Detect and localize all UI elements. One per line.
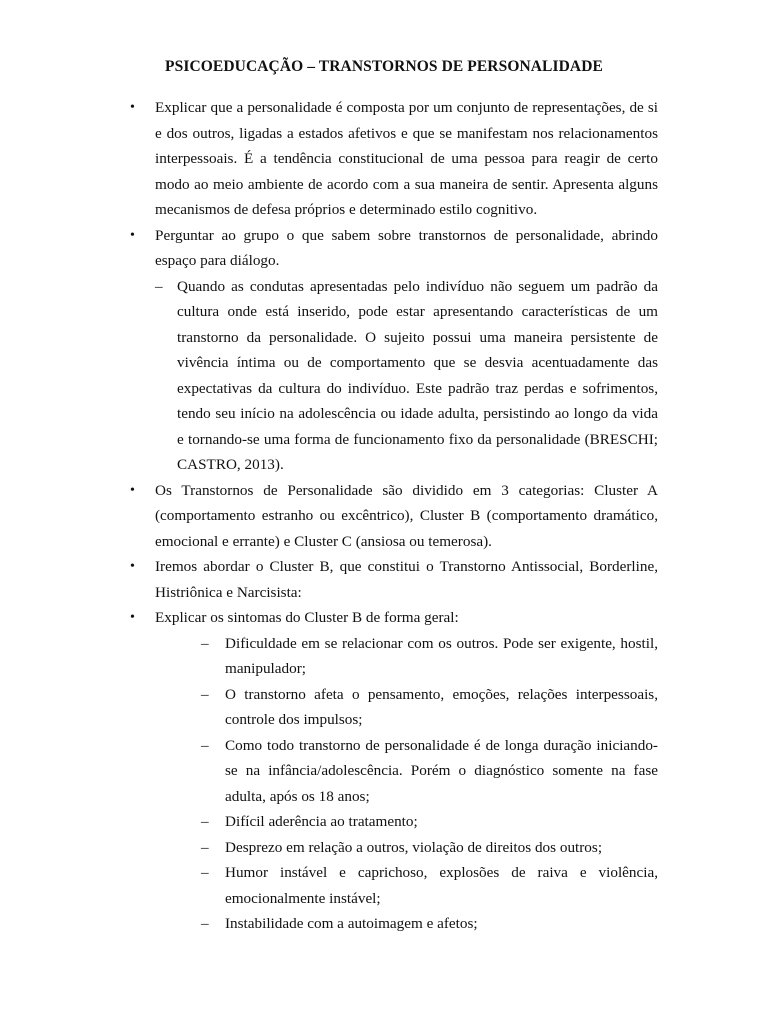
sub-item [201,911,658,937]
bullet-icon: • [130,559,135,574]
document-body [0,95,768,937]
document-title: PSICOEDUCAÇÃO – TRANSTORNOS DE PERSONALIDADE [165,58,603,75]
bullet-text: Explicar que a personalidade é composta por um conjunto de representações, de si e dos outros, ligadas a estados afetivos e que se manifestam nos relacionamentos interpessoais. É a tendência constitucional de uma pessoa para reagir de certo modo ao meio ambiente de acordo com a sua maneira de sentir. Apresenta alguns mecanismos de defesa próprios e determinado estilo cognitivo. [155,99,658,218]
sub-item-text: Dificuldade em se relacionar com os outros. Pode ser exigente, hostil, manipulador; [225,634,658,677]
sub-item-text: Humor instável e caprichoso, explosões de raiva e violência, emocionalmente instável; [225,864,658,907]
dash-icon: – [201,685,209,703]
sub-item [201,682,658,733]
bullet-text: Iremos abordar o Cluster B, que constitui o Transtorno Antissocial, Borderline, Histriônica e Narcisista: [155,558,658,601]
dash-icon: – [155,277,163,295]
sub-list [155,631,658,937]
sub-item-text: O transtorno afeta o pensamento, emoções, relações interpessoais, controle dos impulsos; [225,685,658,728]
bullet-text: Explicar os sintomas do Cluster B de forma geral: [155,609,459,626]
dash-icon: – [201,736,209,754]
dash-icon: – [201,864,209,881]
bullet-item [0,554,768,605]
sub-item [201,835,658,861]
dash-icon: – [201,813,209,830]
sub-item-text: Quando as condutas apresentadas pelo indivíduo não seguem um padrão da cultura onde está inserido, pode estar apresentando características de um transtorno da personalidade. O sujeito possui uma maneira persistente de vivência íntima ou de comportamento que se desvia acentuadamente das expectativas da cultura do indivíduo. Este padrão traz perdas e sofrimentos, tendo seu início na adolescência ou idade adulta, persistindo ao longo da vida e tornando-se uma forma de funcionamento fixo da personalidade (BRESCHI; CASTRO, 2013). [177,277,658,473]
dash-icon: – [201,838,209,856]
bullet-item [0,95,768,223]
sub-item [201,809,658,835]
bullet-icon: • [130,610,135,625]
sub-item [201,733,658,810]
sub-list [155,274,658,478]
bullet-icon: • [130,227,135,243]
sub-item-text: Como todo transtorno de personalidade é de longa duração iniciando-se na infância/adolescência. Porém o diagnóstico somente na fase adulta, após os 18 anos; [225,736,658,805]
sub-item-text: Desprezo em relação a outros, violação de direitos dos outros; [225,838,603,856]
bullet-text: Perguntar ao grupo o que sabem sobre transtornos de personalidade, abrindo espaço para diálogo. [155,226,658,269]
bullet-item [0,478,768,555]
bullet-text: Os Transtornos de Personalidade são dividido em 3 categorias: Cluster A (comportamento estranho ou excêntrico), Cluster B (comportamento dramático, emocional e errante) e Cluster C (ansiosa ou temerosa). [155,481,658,550]
sub-item-text: Instabilidade com a autoimagem e afetos; [225,915,478,932]
bullet-icon: • [130,482,135,498]
bullet-item [0,223,768,478]
sub-item [201,631,658,682]
bullet-icon: • [130,100,135,115]
bullet-item [0,605,768,937]
dash-icon: – [201,915,209,932]
dash-icon: – [201,634,209,652]
sub-item-text: Difícil aderência ao tratamento; [225,813,418,830]
sub-item [201,860,658,911]
bullet-list [0,95,768,937]
sub-item [155,274,658,478]
